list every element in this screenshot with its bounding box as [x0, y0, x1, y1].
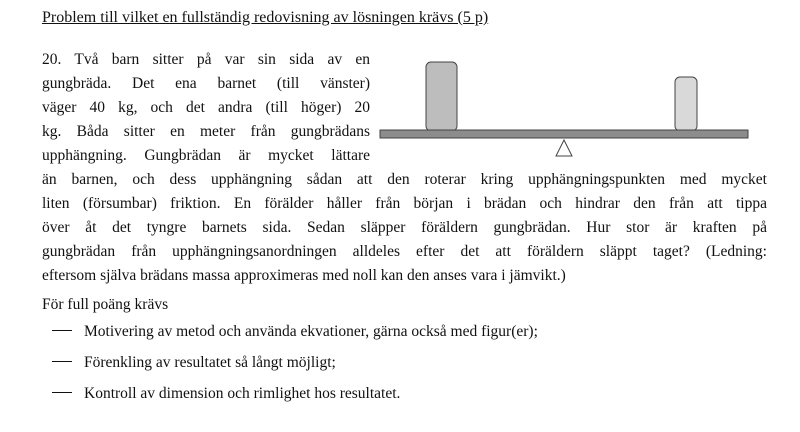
problem-line: än barnen, och dess upphängning sådan att den roterar kring upphängningspunkten med mycket	[42, 171, 767, 188]
seesaw-figure	[375, 55, 755, 165]
requirement-text: Motivering av metod och använda ekvationer, gärna också med figur(er);	[84, 323, 538, 340]
requirements-heading: För full poäng krävs	[42, 296, 169, 313]
requirement-text: Förenkling av resultatet så långt möjligt;	[84, 354, 336, 371]
dash-marker	[52, 361, 72, 362]
problem-line: gungbräda. Det ena barnet (till vänster)	[42, 75, 370, 92]
problem-line: väger 40 kg, och det andra (till höger) 20	[42, 99, 370, 116]
seesaw-plank	[380, 130, 748, 138]
light-child-block	[675, 77, 697, 131]
problem-line: liten (försumbar) friktion. En förälder håller från början i brädan och hindrar den från att tippa	[42, 195, 767, 212]
requirement-text: Kontroll av dimension och rimlighet hos resultatet.	[84, 385, 401, 402]
requirement-item	[52, 351, 336, 375]
requirement-item	[52, 320, 538, 344]
requirement-item	[52, 382, 400, 406]
dash-marker	[52, 392, 72, 393]
pivot-triangle	[556, 140, 572, 156]
section-heading: Problem till vilket en fullständig redovisning av lösningen krävs (5 p)	[42, 9, 489, 26]
problem-line: 20. Två barn sitter på var sin sida av en	[42, 51, 370, 68]
problem-line: kg. Båda sitter en meter från gungbrädans	[42, 123, 370, 140]
problem-line: upphängning. Gungbrädan är mycket lättare	[42, 147, 370, 164]
problem-line: över åt det tyngre barnets sida. Sedan släpper föräldern gungbrädan. Hur stor är kraften på	[42, 219, 767, 236]
problem-line: eftersom själva brädans massa approximeras med noll kan den anses vara i jämvikt.)	[42, 267, 566, 284]
heavy-child-block	[426, 62, 457, 131]
problem-line: gungbrädan från upphängningsanordningen alldeles efter det att föräldern släppt taget? (Ledning:	[42, 243, 767, 260]
dash-marker	[52, 330, 72, 331]
